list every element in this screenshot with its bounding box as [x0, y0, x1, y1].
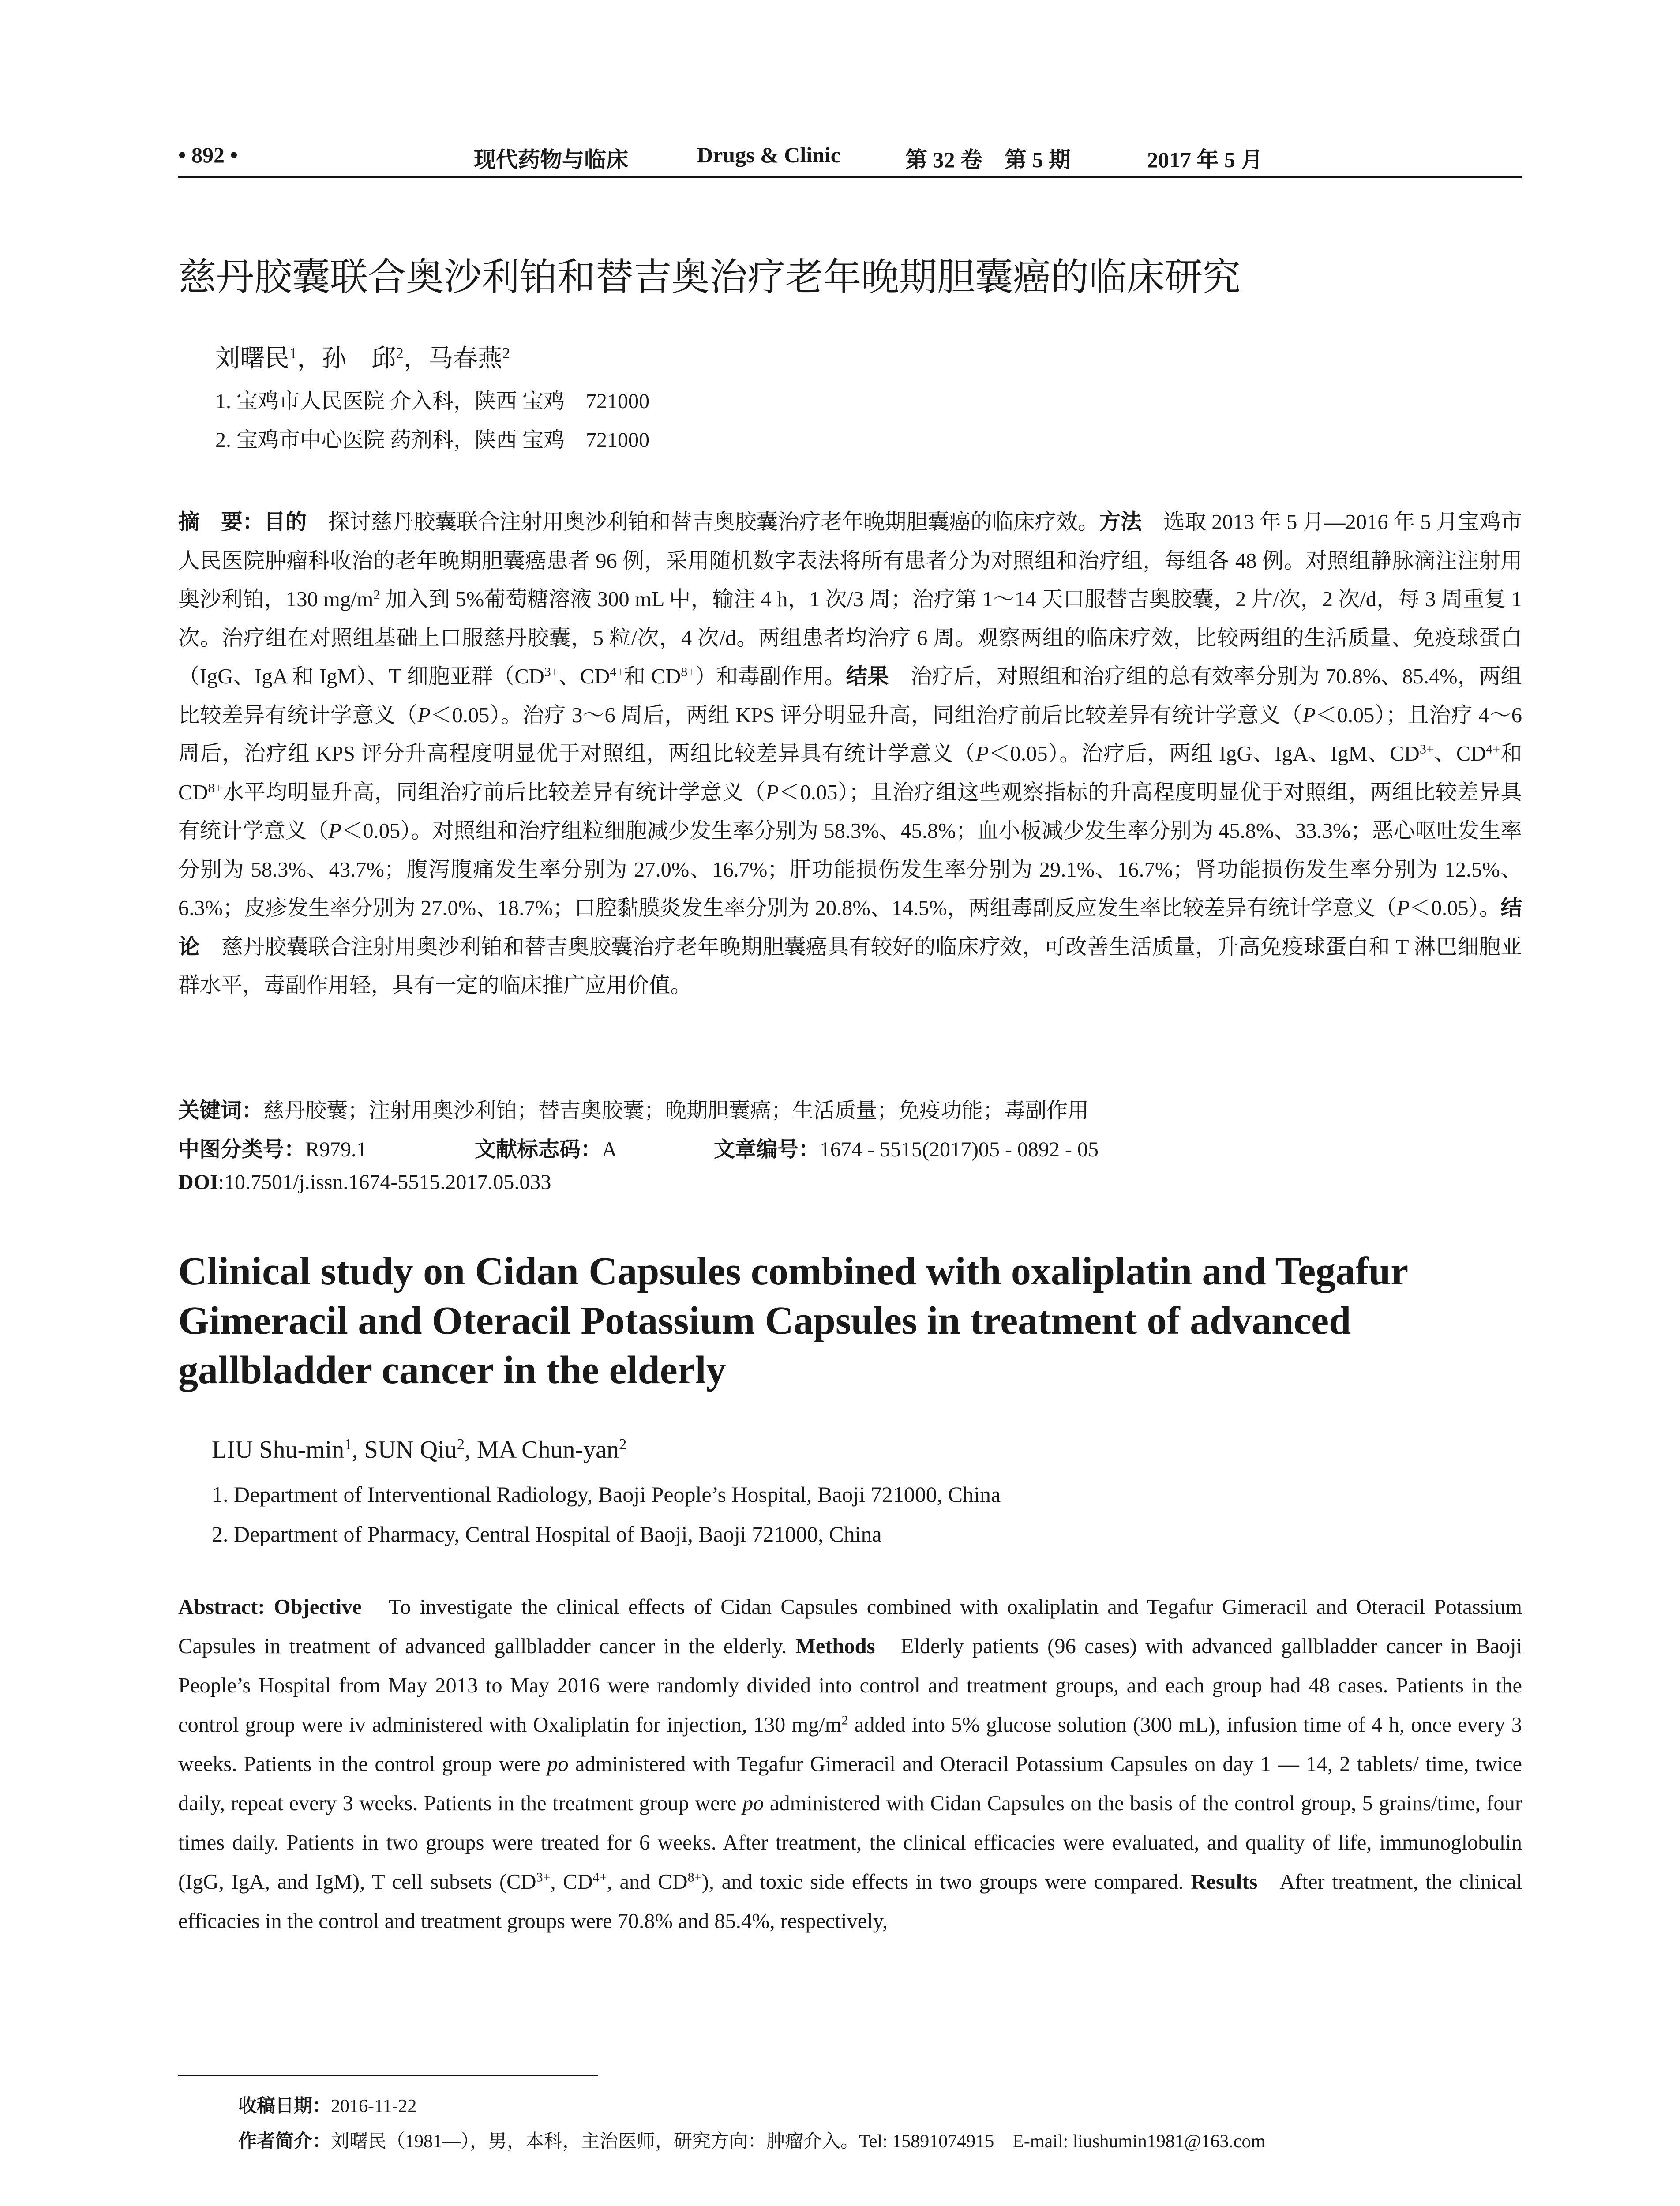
article-no-label: 文章编号： [714, 1137, 820, 1162]
superscript: 8+ [687, 1869, 702, 1885]
methods-text: administered with Tegafur Gimeracil and Oteracil Potassium Capsules on day 1 — 14, 2 tablets/ time, twice daily, repeat every 3 weeks. Patients in the treatment group were [178, 1752, 1522, 1815]
affiliation-marker: 2 [457, 1435, 465, 1453]
superscript: 2 [841, 1712, 848, 1728]
author-name: LIU Shu-min [212, 1436, 345, 1463]
methods-text: 选取 2013 年 5 月—2016 年 5 月宝鸡市人民医院肿瘤科收治的老年晚期胆囊癌患者 96 例，采用随机数字表法将所有患者分为对照组和治疗组，每组各 48 例。对照组静脉滴注注射用奥沙利铂，130 mg/m [178, 510, 1522, 611]
conclusion-text: 慈丹胶囊联合注射用奥沙利铂和替吉奥胶囊治疗老年晚期胆囊癌具有较好的临床疗效，可改善生活质量，升高免疫球蛋白和 T 淋巴细胞亚群水平，毒副作用轻，具有一定的临床推广应用价值。 [178, 935, 1522, 997]
p-symbol: P [417, 703, 431, 727]
clc-code: R979.1 [305, 1138, 368, 1161]
article-number-line [714, 1132, 1099, 1163]
footnote-divider [178, 2075, 598, 2076]
affiliation-cn-2: 2. 宝鸡市中心医院 药剂科，陕西 宝鸡 721000 [215, 428, 650, 452]
page-number: • 892 • [178, 143, 238, 167]
received-date-line [238, 2091, 416, 2118]
superscript: 3+ [1419, 741, 1434, 757]
objective-label: Objective [274, 1595, 362, 1619]
keywords-line [178, 1093, 1089, 1124]
results-text: ＜0.05）。对照组和治疗组粒细胞减少发生率分别为 58.3%、45.8%；血小板减少发生率分别为 45.8%、33.3%；恶心呕吐发生率分别为 58.3%、43.7%；腹泻腹痛发生率分别为 27.0%、16.7%；肝功能损伤发生率分别为 29.1%、16.7%；肾功能损伤发生率分别为 12.5%、6.3%；皮疹发生率分别为 27.0%、18.7%；口腔黏膜炎发生率分别为 20.8%、14.5%，两组毒副反应发生率比较差异有统计学意义（ [178, 819, 1522, 920]
issue-date: 2017 年 5 月 [1147, 147, 1263, 172]
keywords: 慈丹胶囊；注射用奥沙利铂；替吉奥胶囊；晚期胆囊癌；生活质量；免疫功能；毒副作用 [263, 1099, 1089, 1122]
results-text: 水平均明显升高，同组治疗前后比较差异有统计学意义（ [222, 780, 766, 804]
affiliation-marker: 1 [289, 344, 297, 362]
affiliation-en-1: 1. Department of Interventional Radiology, Baoji People’s Hospital, Baoji 721000, China [212, 1482, 1001, 1507]
volume-issue: 第 32 卷 第 5 期 [905, 147, 1071, 172]
methods-label: Methods [795, 1635, 875, 1658]
author-name: MA Chun-yan [476, 1436, 619, 1463]
methods-text: ）和毒副作用。 [695, 665, 846, 688]
abstract-en [178, 1587, 1522, 1941]
author-name: 刘曙民 [215, 345, 289, 372]
results-text: ＜0.05）。治疗 3～6 周后，两组 KPS 评分明显升高，同组治疗前后比较差异有统计学意义（ [431, 703, 1303, 727]
route-po: po [547, 1752, 569, 1776]
author-list-en: LIU Shu-$\min^1$, SUN Qiu$^2$, MA Chun-yan$^2$ [212, 1435, 627, 1463]
doi-value: :10.7501/j.issn.1674-5515.2017.05.033 [218, 1171, 551, 1194]
author-name: 马春燕 [428, 345, 502, 372]
classification-line [178, 1132, 367, 1163]
results-text: 治疗后，对照组和治疗组的总有效率分别为 70.8%、85.4%，两组比较差异有统计学意义（ [178, 665, 1522, 727]
results-text: 、CD [1433, 742, 1486, 765]
article-number: 1674 - 5515(2017)05 - 0892 - 05 [820, 1138, 1099, 1161]
affiliation-marker: 2 [502, 344, 510, 362]
author-name: 孙 邱 [322, 345, 396, 372]
objective-text: 探讨慈丹胶囊联合注射用奥沙利铂和替吉奥胶囊治疗老年晚期胆囊癌的临床疗效。 [328, 510, 1099, 534]
journal-name-cn: 现代药物与临床 [474, 146, 628, 173]
abstract-cn [178, 503, 1522, 1005]
p-symbol: P [975, 742, 989, 765]
methods-text: administered with Cidan Capsules on the basis of the control group, 5 grains/time, four times daily. Patients in two groups were treated for 6 weeks. After treatment, the clinical efficacies were evaluated, and quality of life, immunoglobulin (IgG, IgA, and IgM), T cell subsets (CD [178, 1792, 1522, 1894]
affiliation-en-2: 2. Department of Pharmacy, Central Hospital of Baoji, Baoji 721000, China [212, 1522, 882, 1546]
superscript: 3+ [544, 664, 559, 679]
author-bio-line [238, 2127, 1265, 2153]
p-symbol: P [328, 819, 341, 843]
affiliation-marker: 2 [396, 344, 404, 362]
author-name: SUN Qiu [364, 1436, 457, 1463]
superscript: 8+ [681, 664, 695, 679]
doc-code: A [602, 1138, 617, 1161]
results-text: ＜0.05）。 [1410, 897, 1501, 920]
article-title-en: Clinical study on Cidan Capsules combined with oxaliplatin and Tegafur Gimeracil and Oteracil Potassium Capsules in treatment of advanced gallbladder cancer in the elderly [178, 1249, 1408, 1392]
superscript: 4+ [610, 664, 624, 679]
route-po: po [742, 1792, 764, 1815]
abstract-label: Abstract: [178, 1595, 265, 1619]
document-code-line [475, 1132, 617, 1163]
affiliation-cn-1: 1. 宝鸡市人民医院 介入科，陕西 宝鸡 721000 [215, 390, 650, 413]
author-list-cn: 刘曙民$^1$，孙 邱$^2$，马春燕$^2$ [215, 344, 510, 372]
header-divider [178, 176, 1522, 178]
journal-name-en: Drugs & Clinic [697, 143, 840, 167]
doc-code-label: 文献标志码： [475, 1137, 602, 1162]
affiliation-marker: 1 [344, 1435, 352, 1453]
methods-text: added into 5% glucose solution (300 mL), infusion time of 4 h, once every 3 weeks. Patients in the control group were [178, 1713, 1522, 1776]
objective-label: 目的 [264, 510, 307, 534]
superscript: 4+ [1486, 741, 1500, 757]
p-symbol: P [1302, 703, 1316, 727]
superscript: 8+ [208, 780, 222, 795]
received-date: 2016-11-22 [331, 2096, 417, 2116]
superscript: 3+ [536, 1869, 551, 1885]
methods-text: , and CD [607, 1870, 688, 1894]
results-text: ＜0.05）；且治疗组这些观察指标的升高程度明显优于对照组，两组比较差异具有统计学意义（ [178, 780, 1522, 843]
methods-text: ), and toxic side effects in two groups were compared. [701, 1870, 1184, 1894]
affiliation-marker: 2 [619, 1435, 627, 1453]
methods-text: 、CD [558, 665, 610, 688]
abstract-label: 摘 要： [178, 510, 264, 534]
running-header [178, 142, 1522, 173]
clc-label: 中图分类号： [178, 1137, 306, 1162]
p-symbol: P [1396, 897, 1410, 920]
methods-text: Elderly patients (96 cases) with advanced gallbladder cancer in Baoji People’s Hospital from May 2013 to May 2016 were randomly divided into control and treatment groups, and each group had 48 cases. Patients in the control group were iv administered with Oxaliplatin for injection, 130 mg/m [178, 1635, 1522, 1737]
keywords-label: 关键词： [178, 1098, 263, 1123]
doi-label: DOI [178, 1171, 218, 1194]
doi-line [178, 1170, 551, 1194]
results-text: After treatment, the clinical efficacies in the control and treatment groups were 70.8% and 85.4%, respectively, [178, 1870, 1522, 1933]
objective-text: To investigate the clinical effects of Cidan Capsules combined with oxaliplatin and Tegafur Gimeracil and Oteracil Potassium Capsules in treatment of advanced gallbladder cancer in the elderly. [178, 1595, 1522, 1658]
conclusion-label: 结论 [178, 896, 1522, 959]
received-label: 收稿日期： [238, 2095, 331, 2116]
article-title-cn: 慈丹胶囊联合奥沙利铂和替吉奥治疗老年晚期胆囊癌的临床研究 [178, 255, 1241, 299]
results-label: 结果 [846, 664, 889, 689]
superscript: 4+ [592, 1869, 607, 1885]
methods-text: 加入到 5%葡萄糖溶液 300 mL 中，输注 4 h，1 次/3 周；治疗第 1～14 天口服替吉奥胶囊，2 片/次，2 次/d，每 3 周重复 1 次。治疗组在对照组基础上口服慈丹胶囊，5 粒/次，4 次/d。两组患者均治疗 6 周。观察两组的临床疗效，比较两组的生活质量、免疫球蛋白（IgG、IgA 和 IgM）、T 细胞亚群（CD [178, 588, 1522, 688]
results-label: Results [1191, 1870, 1258, 1894]
results-text: 和 CD [178, 742, 1522, 804]
superscript: 2 [373, 587, 380, 602]
methods-text: 和 CD [624, 665, 681, 688]
results-text: ＜0.05）。治疗后，两组 IgG、IgA、IgM、CD [989, 742, 1420, 765]
methods-text: , CD [550, 1870, 593, 1894]
author-bio: 刘曙民（1981—），男，本科，主治医师，研究方向：肿瘤介入。Tel: 15891074915 E-mail: liushumin1981@163.com [331, 2131, 1266, 2152]
author-bio-label: 作者简介： [238, 2130, 331, 2152]
results-text: ＜0.05）；且治疗 4～6 周后，治疗组 KPS 评分升高程度明显优于对照组，两组比较差异具有统计学意义（ [178, 703, 1522, 765]
p-symbol: P [765, 780, 779, 804]
methods-label: 方法 [1099, 510, 1142, 534]
